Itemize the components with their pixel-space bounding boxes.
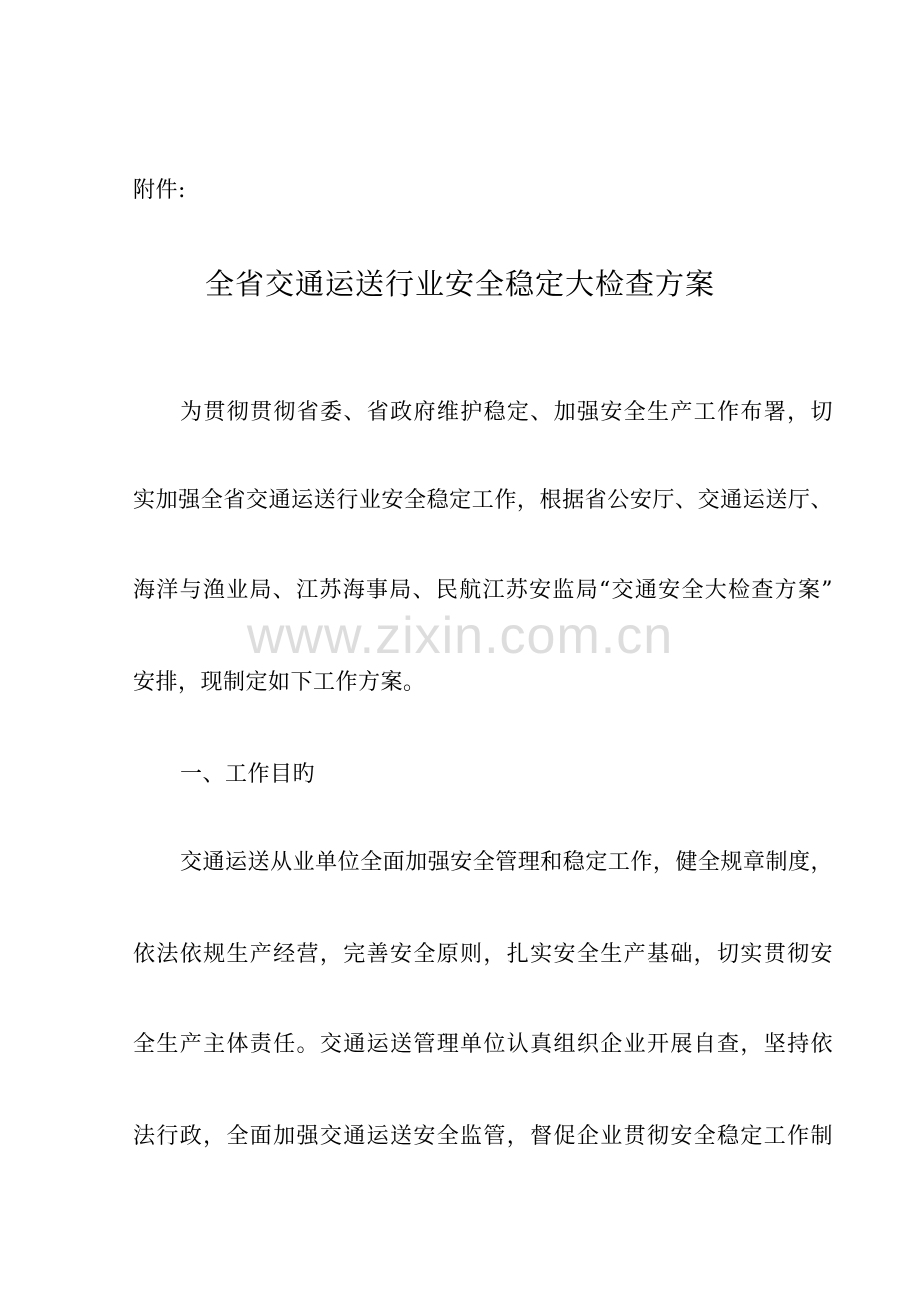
- paragraph2-line1: 交通运送从业单位全面加强安全管理和稳定工作，健全规章制度，: [180, 850, 833, 875]
- paragraph1-line2: 实加强全省交通运送行业安全稳定工作，根据省公安厅、交通运送厅、: [133, 488, 833, 513]
- paragraph2-line2: 依法依规生产经营，完善安全原则，扎实安全生产基础，切实贯彻安: [133, 942, 833, 967]
- paragraph1-line3: 海洋与渔业局、江苏海事局、民航江苏安监局“交通安全大检查方案”: [133, 578, 833, 603]
- paragraph1-line4: 安排，现制定如下工作方案。: [133, 670, 426, 695]
- paragraph2-line3: 全生产主体责任。交通运送管理单位认真组织企业开展自查，坚持依: [133, 1032, 833, 1057]
- paragraph2-line4: 法行政，全面加强交通运送安全监管，督促企业贯彻安全稳定工作制: [133, 1124, 833, 1149]
- document-title: 全省交通运送行业安全稳定大检查方案: [204, 267, 715, 301]
- watermark: www.zixin.com.cn: [246, 607, 674, 665]
- section1-heading: 一、工作目旳: [180, 762, 316, 787]
- attachment-label: 附件:: [133, 178, 186, 203]
- paragraph1-line1: 为贯彻贯彻省委、省政府维护稳定、加强安全生产工作布署，切: [180, 400, 833, 425]
